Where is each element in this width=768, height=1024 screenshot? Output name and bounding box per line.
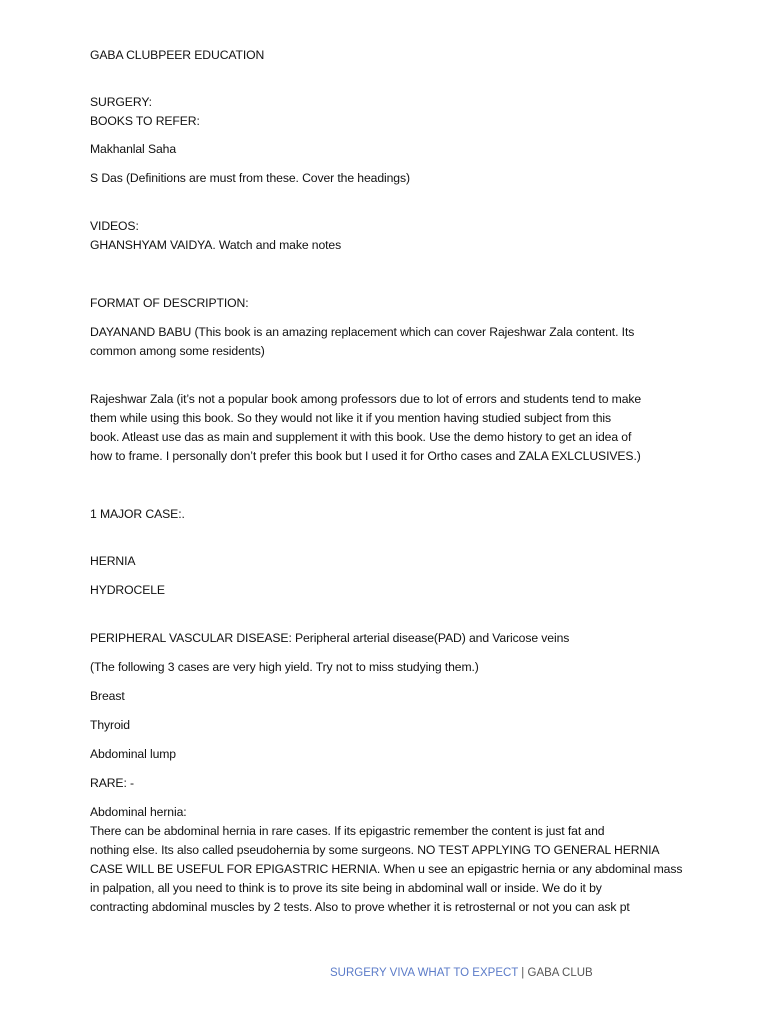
section-heading-rare: RARE: - xyxy=(90,776,134,790)
section-heading-videos: VIDEOS: xyxy=(90,219,139,233)
book-item: S Das (Definitions are must from these. Cover the headings) xyxy=(90,171,410,185)
page-footer xyxy=(330,965,593,981)
section-heading-major-case: 1 MAJOR CASE:. xyxy=(90,507,185,521)
note-line: (The following 3 cases are very high yield. Try not to miss studying them.) xyxy=(90,660,479,674)
footer-separator: | xyxy=(518,967,528,979)
case-item: PERIPHERAL VASCULAR DISEASE: Peripheral arterial disease(PAD) and Varicose veins xyxy=(90,631,570,645)
paragraph-line: nothing else. Its also called pseudohernia by some surgeons. NO TEST APPLYING TO GENERAL HERNIA xyxy=(90,843,660,857)
case-item: Breast xyxy=(90,689,125,703)
paragraph-line: book. Atleast use das as main and supplement it with this book. Use the demo history to get an idea of xyxy=(90,430,632,444)
video-item: GHANSHYAM VAIDYA. Watch and make notes xyxy=(90,238,342,252)
footer-title: SURGERY VIVA WHAT TO EXPECT xyxy=(330,967,519,979)
section-heading-abdominal-hernia: Abdominal hernia: xyxy=(90,805,187,819)
section-heading-books: BOOKS TO REFER: xyxy=(90,114,200,128)
paragraph-line: Rajeshwar Zala (it’s not a popular book among professors due to lot of errors and students tend to make xyxy=(90,392,642,406)
case-item: HYDROCELE xyxy=(90,583,165,597)
paragraph-line: CASE WILL BE USEFUL FOR EPIGASTRIC HERNIA. When u see an epigastric hernia or any abdominal mass xyxy=(90,862,683,876)
paragraph-line: There can be abdominal hernia in rare cases. If its epigastric remember the content is just fat and xyxy=(90,824,605,838)
paragraph-line: contracting abdominal muscles by 2 tests. Also to prove whether it is retrosternal or not you can ask pt xyxy=(90,900,630,914)
case-item: HERNIA xyxy=(90,554,136,568)
paragraph-line: how to frame. I personally don’t prefer this book but I used it for Ortho cases and ZALA EXLCLUSIVES.) xyxy=(90,449,641,463)
case-item: Abdominal lump xyxy=(90,747,176,761)
paragraph-line: in palpation, all you need to think is to prove its site being in abdominal wall or inside. We do it by xyxy=(90,881,602,895)
document-header: GABA CLUBPEER EDUCATION xyxy=(90,48,265,62)
section-heading-format: FORMAT OF DESCRIPTION: xyxy=(90,296,249,310)
paragraph-line: them while using this book. So they would not like it if you mention having studied subject from this xyxy=(90,411,612,425)
section-heading-surgery: SURGERY: xyxy=(90,95,152,109)
paragraph-line: common among some residents) xyxy=(90,344,265,358)
book-item: Makhanlal Saha xyxy=(90,142,177,156)
paragraph-line: DAYANAND BABU (This book is an amazing replacement which can cover Rajeshwar Zala content. Its xyxy=(90,325,635,339)
footer-org: GABA CLUB xyxy=(527,967,593,979)
case-item: Thyroid xyxy=(90,718,130,732)
